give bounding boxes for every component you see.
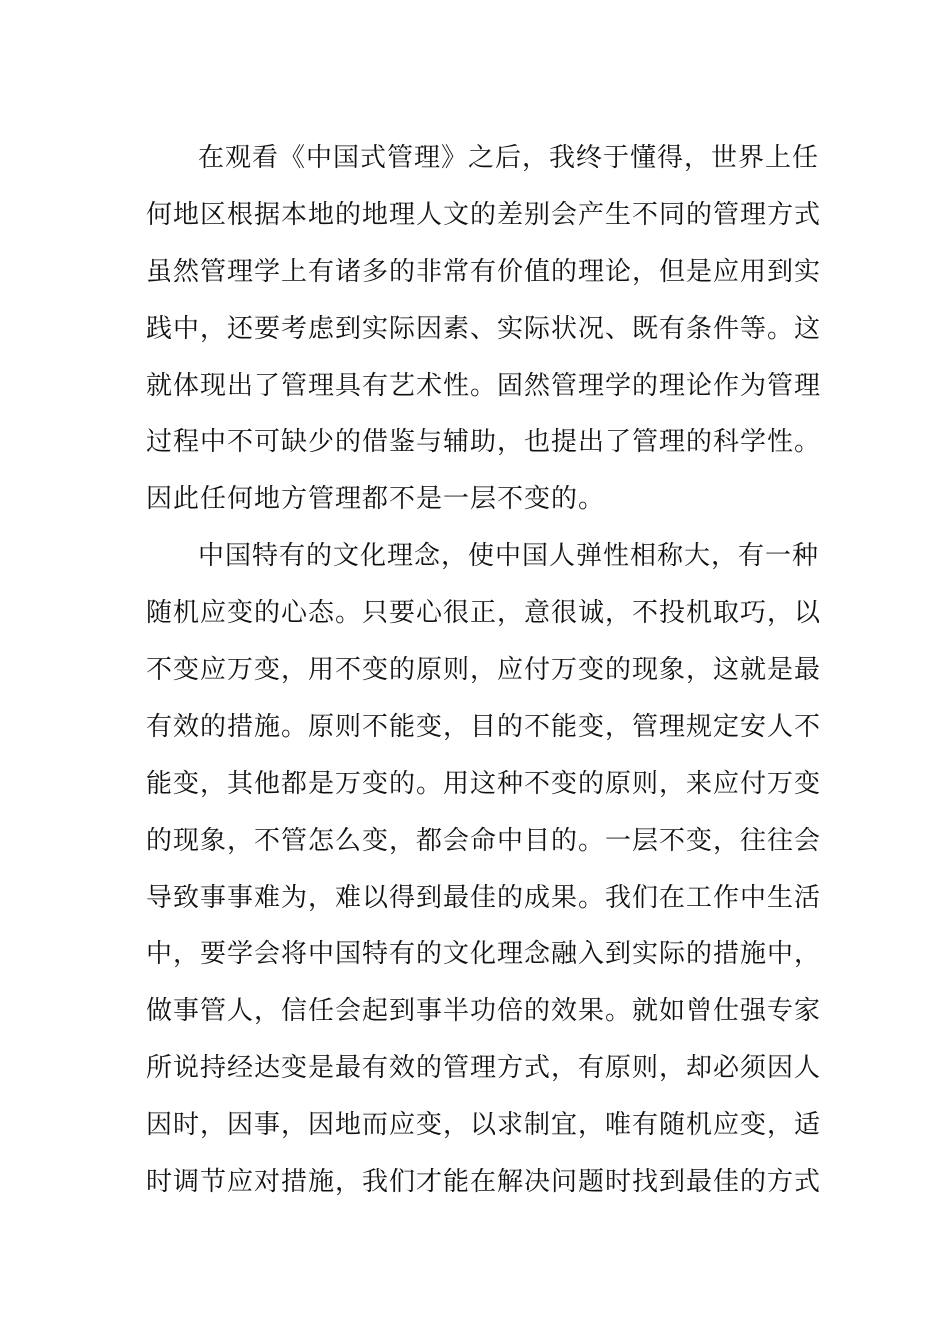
paragraph-2-line-12: 时调节应对措施，我们才能在解决问题时找到最佳的方式: [146, 1167, 822, 1198]
paragraph-2-line-5: 能变，其他都是万变的。用这种不变的原则，来应付万变: [146, 768, 822, 799]
paragraph-2-line-9: 做事管人，信任会起到事半功倍的效果。就如曾仕强专家: [146, 996, 822, 1027]
paragraph-2-line-7: 导致事事难为，难以得到最佳的成果。我们在工作中生活: [146, 882, 822, 913]
paragraph-2-line-6: 的现象，不管怎么变，都会命中目的。一层不变，往往会: [146, 825, 822, 856]
paragraph-1-line-4: 践中，还要考虑到实际因素、实际状况、既有条件等。这: [146, 313, 822, 344]
paragraph-1-line-7: 因此任何地方管理都不是一层不变的。: [146, 484, 606, 515]
paragraph-1-line-3: 虽然管理学上有诸多的非常有价值的理论，但是应用到实: [146, 256, 822, 287]
paragraph-1-line-1: 在观看《中国式管理》之后，我终于懂得，世界上任: [198, 143, 820, 173]
paragraph-2-line-2: 随机应变的心态。只要心很正，意很诚，不投机取巧，以: [146, 598, 822, 629]
paragraph-2-line-3: 不变应万变，用不变的原则，应付万变的现象，这就是最: [146, 655, 822, 686]
paragraph-2-line-11: 因时，因事，因地而应变，以求制宜，唯有随机应变，适: [146, 1110, 822, 1141]
paragraph-1-line-5: 就体现出了管理具有艺术性。固然管理学的理论作为管理: [146, 370, 822, 401]
paragraph-1-line-2: 何地区根据本地的地理人文的差别会产生不同的管理方式: [146, 199, 822, 230]
document-body: [146, 130, 822, 1211]
paragraph-2-line-4: 有效的措施。原则不能变，目的不能变，管理规定安人不: [146, 711, 822, 742]
paragraph-2-line-10: 所说持经达变是最有效的管理方式，有原则，却必须因人: [146, 1053, 822, 1084]
paragraph-2-line-1: 中国特有的文化理念，使中国人弹性相称大，有一种: [198, 541, 820, 572]
paragraph-1-line-6: 过程中不可缺少的借鉴与辅助，也提出了管理的科学性。: [146, 427, 822, 458]
paragraph-2-line-8: 中，要学会将中国特有的文化理念融入到实际的措施中，: [146, 939, 822, 970]
